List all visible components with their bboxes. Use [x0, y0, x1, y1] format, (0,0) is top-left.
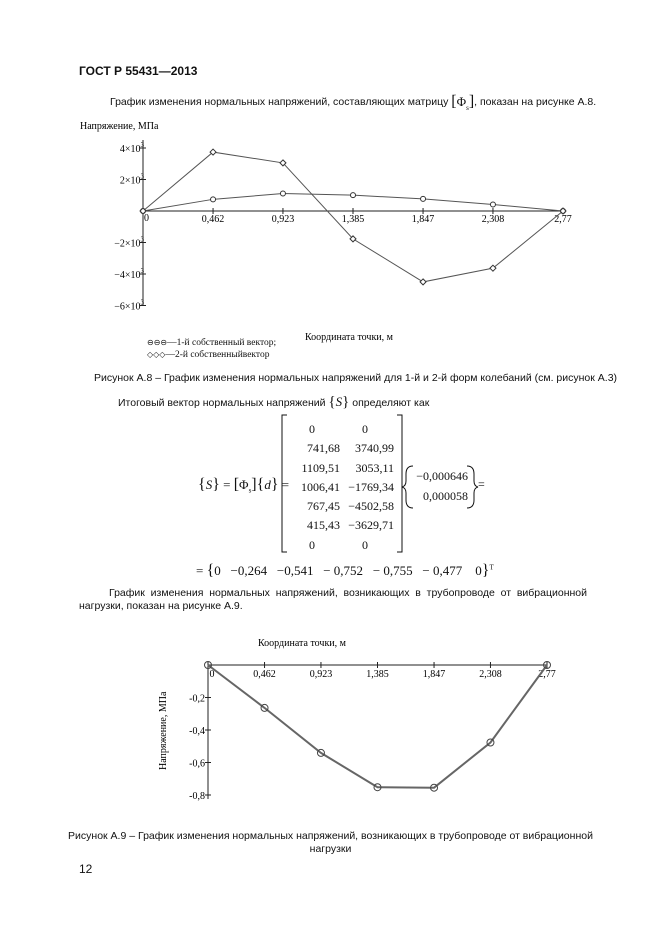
- page-number: 12: [79, 862, 93, 876]
- caption-a9: [0, 830, 661, 856]
- chart1-x-tick-label: 0,923: [271, 214, 295, 225]
- chart2-x-tick-label: 0: [209, 669, 215, 680]
- intro-a9: График изменения нормальных напряжений, возникающих в трубопроводе от вибрационной нагрузки, показан на рисунке А.9.: [79, 587, 587, 612]
- d-vector-value-1: −0,000646: [416, 469, 468, 483]
- chart2-y-tick-label: -0,8: [189, 791, 205, 802]
- result-value-5: − 0,755: [372, 563, 413, 578]
- phi-symbol: Φ: [456, 94, 467, 109]
- chart2-y-tick-label: -0,2: [189, 693, 205, 705]
- matrix-c2-cell-7: 0: [362, 537, 368, 552]
- chart1-y-tick-label: $-6\times 10^3$: [114, 298, 144, 313]
- chart2-y-tick-label: -0,6: [189, 758, 205, 770]
- chart1-y-tick-label: $4\times 10^3$: [119, 141, 144, 155]
- matrix-c1-cell-3: 1109,51: [301, 460, 340, 475]
- chart2-x-tick-label: 0,923: [309, 669, 333, 680]
- chart-a9: [150, 630, 570, 810]
- chart2-y-tick-label: -0,4: [189, 726, 205, 737]
- matrix-c1-cell-1: 0: [309, 422, 315, 436]
- matrix-column-1: [284, 420, 340, 555]
- eq-d: d: [264, 477, 271, 492]
- chart2-ylabel: Напряжение, МПа: [158, 691, 169, 770]
- caption-a9-line1: Рисунок А.9 – График изменения нормальных напряжений, возникающих в трубопроводе от вибрационной: [68, 830, 593, 842]
- chart1-x-tick-label: 1,847: [411, 214, 435, 225]
- matrix-bracket: $[\Phi_s]$: [451, 93, 475, 113]
- chart1-y-tick-label: $-2\times 10^3$: [114, 235, 144, 250]
- chart2-x-tick-label: 2,308: [479, 669, 502, 680]
- result-value-2: −0,264: [230, 563, 268, 578]
- chart1-ylabel: Напряжение, МПа: [80, 121, 159, 132]
- legend-label-series-1: —1-й собственный вектор;: [167, 338, 277, 348]
- legend-circle-markers: ⊖⊖⊖: [147, 338, 168, 347]
- chart2-x-tick-label: 1,385: [366, 669, 389, 680]
- chart1-x-tick-label: 1,385: [341, 214, 365, 225]
- matrix-c2-cell-5: −4502,58: [348, 499, 394, 514]
- d-vector-value-2: 0,000058: [423, 489, 468, 503]
- chart2-x-tick-label: 0,462: [253, 669, 276, 680]
- eq-s: S: [205, 477, 213, 492]
- eq-phi-sub: s: [248, 486, 252, 495]
- chart1-xlabel: Координата точки, м: [305, 332, 393, 343]
- intro-s-before: Итоговый вектор нормальных напряжений: [118, 397, 326, 409]
- legend-label-series-2: —2-й собственныйвектор: [165, 350, 270, 360]
- matrix-c2-cell-2: 3740,99: [355, 441, 394, 456]
- caption-a9-line2: нагрузки: [309, 843, 352, 855]
- s-symbol: S: [335, 394, 343, 409]
- d-vector: [412, 466, 468, 506]
- result-row: = {0 −0,264 −0,541 − 0,752 − 0,755 − 0,477 0}$^T$: [196, 562, 494, 579]
- matrix-c1-cell-7: 0: [309, 537, 315, 552]
- result-value-4: − 0,752: [323, 563, 364, 578]
- caption-a8: Рисунок А.8 – График изменения нормальных напряжений для 1-й и 2-й форм колебаний (см. рисунок А.3): [94, 372, 618, 384]
- matrix-c1-cell-5: 767,45: [307, 499, 340, 514]
- result-value-3: −0,541: [276, 563, 314, 578]
- matrix-c2-cell-1: 0: [362, 422, 368, 436]
- chart2-series-line: [208, 665, 547, 788]
- matrix-c1-cell-6: 415,43: [307, 518, 340, 533]
- eq-phi: Φ: [239, 477, 249, 492]
- chart1-y-tick-label: $2\times 10^3$: [119, 172, 144, 187]
- result-value-6: − 0,477: [422, 563, 463, 578]
- chart2-xlabel: Координата точки, м: [258, 638, 346, 649]
- chart1-y-tick-label: $-4\times 10^3$: [114, 267, 144, 281]
- intro-a8-after: , показан на рисунке А.8.: [474, 96, 597, 108]
- document-header: ГОСТ Р 55431—2013: [79, 64, 198, 78]
- chart1-y-tick-label: 0: [144, 213, 149, 224]
- transpose-symbol: T: [489, 563, 494, 572]
- intro-a8-before: График изменения нормальных напряжений, составляющих матрицу: [110, 96, 449, 108]
- equation-equals: =: [478, 477, 485, 491]
- s-vector-symbol: {S}: [328, 394, 350, 410]
- chart1-x-tick-label: 2,77: [554, 214, 572, 225]
- legend-diamond-markers: ◇◇◇: [147, 350, 166, 359]
- chart2-x-tick-label: 1,847: [422, 669, 446, 680]
- intro-s-after: определяют как: [352, 397, 430, 409]
- equation-lhs: $\{S\} = [\Phi_s]\{d\}$ =: [198, 476, 290, 495]
- matrix-c2-cell-3: 3053,11: [355, 460, 394, 475]
- chart2-x-tick-label: 2,77: [538, 669, 556, 680]
- chart1-x-tick-label: 0,462: [201, 214, 225, 225]
- chart1-x-tick-label: 2,308: [481, 214, 505, 225]
- phi-sub: s: [466, 104, 469, 113]
- result-value-1: 0: [214, 563, 221, 578]
- matrix-c2-cell-6: −3629,71: [348, 518, 394, 533]
- matrix-c2-cell-4: −1769,34: [348, 479, 394, 494]
- matrix-c1-cell-4: 1006,41: [301, 479, 340, 494]
- matrix-column-2: [336, 420, 394, 555]
- result-value-7: 0: [475, 563, 482, 578]
- matrix-c1-cell-2: 741,68: [307, 441, 340, 456]
